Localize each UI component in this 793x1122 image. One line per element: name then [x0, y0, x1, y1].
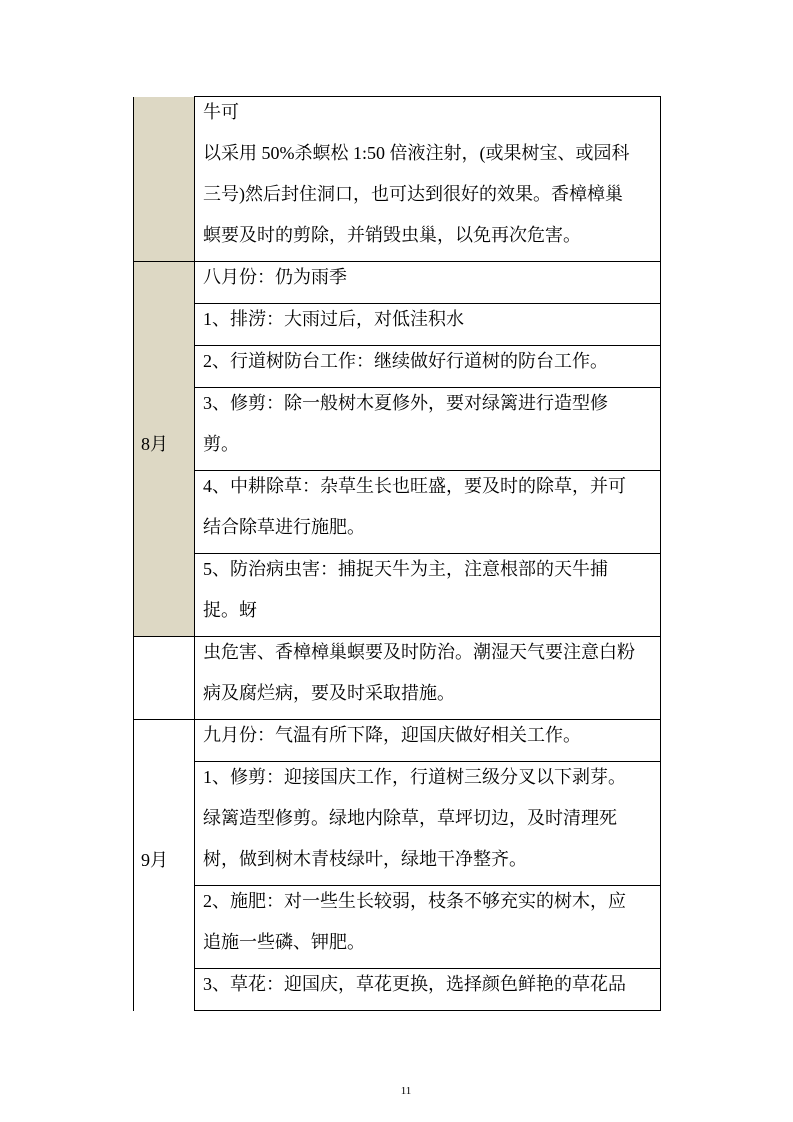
cell-line: 以采用 50%杀螟松 1:50 倍液注射，(或果树宝、或园科	[203, 143, 630, 163]
table-row	[134, 886, 661, 969]
cell-line: 4、中耕除草：杂草生长也旺盛，要及时的除草，并可	[203, 476, 626, 496]
cell-line: 3、修剪：除一般树木夏修外，要对绿篱进行造型修	[203, 393, 608, 413]
table-row	[134, 262, 661, 304]
cell-line: 3、草花：迎国庆，草花更换，选择颜色鲜艳的草花品	[203, 974, 626, 994]
cell-line: 1、排涝：大雨过后，对低洼积水	[203, 309, 464, 329]
month-label: 8月	[141, 433, 168, 454]
month-cell	[134, 97, 195, 262]
cell-line: 1、修剪：迎接国庆工作，行道树三级分叉以下剥芽。	[203, 767, 626, 787]
cell-line: 八月份：仍为雨季	[203, 267, 347, 287]
page-number: 11	[400, 1085, 412, 1097]
table-row	[134, 304, 661, 346]
cell-line: 结合除草进行施肥。	[203, 517, 365, 537]
month-cell-september	[134, 720, 195, 1011]
task-cell	[195, 969, 661, 1011]
table-row	[134, 346, 661, 388]
cell-line: 剪。	[203, 434, 239, 454]
task-cell	[195, 346, 661, 388]
task-cell	[195, 388, 661, 471]
task-cell	[195, 554, 661, 637]
task-cell	[195, 97, 661, 262]
table-row	[134, 471, 661, 554]
table-row	[134, 554, 661, 637]
task-cell	[195, 471, 661, 554]
cell-line: 2、施肥：对一些生长较弱，枝条不够充实的树木，应	[203, 891, 626, 911]
cell-line: 树，做到树木青枝绿叶，绿地干净整齐。	[203, 849, 527, 869]
table-row	[134, 97, 661, 262]
table-row	[134, 388, 661, 471]
cell-line: 追施一些磷、钾肥。	[203, 932, 365, 952]
cell-line: 绿篱造型修剪。绿地内除草，草坪切边，及时清理死	[203, 808, 617, 828]
task-cell	[195, 720, 661, 762]
cell-line: 病及腐烂病，要及时采取措施。	[203, 683, 455, 703]
task-cell	[195, 262, 661, 304]
cell-line: 捉。蚜	[203, 600, 257, 620]
table-row	[134, 969, 661, 1011]
table-row	[134, 720, 661, 762]
cell-line: 5、防治病虫害：捕捉天牛为主，注意根部的天牛捕	[203, 559, 608, 579]
month-cell	[134, 637, 195, 720]
month-cell-august	[134, 262, 195, 637]
month-label: 9月	[141, 849, 168, 870]
table-row	[134, 762, 661, 886]
task-cell	[195, 762, 661, 886]
cell-line: 2、行道树防台工作：继续做好行道树的防台工作。	[203, 351, 608, 371]
task-cell	[195, 304, 661, 346]
cell-line: 九月份：气温有所下降，迎国庆做好相关工作。	[203, 725, 581, 745]
monthly-maintenance-table	[133, 96, 661, 1011]
cell-line: 三号)然后封住洞口，也可达到很好的效果。香樟樟巢	[203, 184, 623, 204]
cell-line: 螟要及时的剪除，并销毁虫巢，以免再次危害。	[203, 225, 581, 245]
task-cell	[195, 637, 661, 720]
cell-line: 牛可	[203, 102, 239, 122]
table-row	[134, 637, 661, 720]
task-cell	[195, 886, 661, 969]
cell-line: 虫危害、香樟樟巢螟要及时防治。潮湿天气要注意白粉	[203, 642, 635, 662]
